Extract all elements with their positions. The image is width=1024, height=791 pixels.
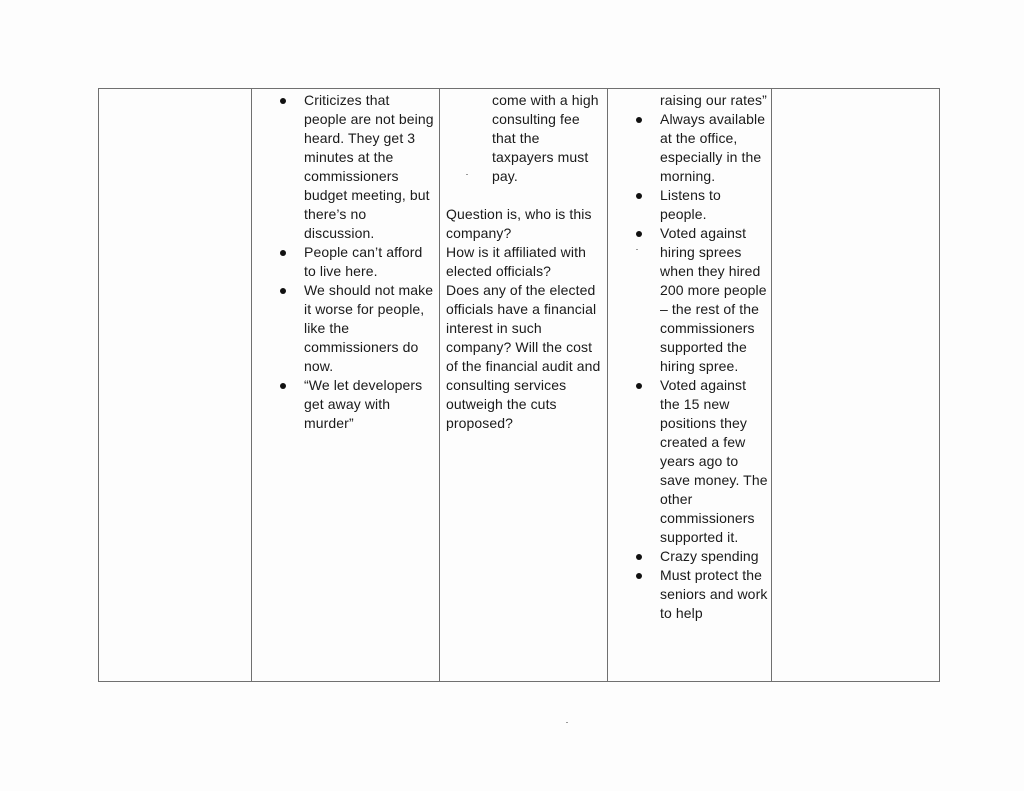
scan-speck: [466, 174, 468, 175]
list-item: People can’t afford to live here.: [304, 243, 434, 281]
list-item: “We let developers get away with murder”: [304, 376, 434, 433]
question-line: Does any of the elected officials have a financial interest in such company? Will the cost of the financial audit and consulting services outweigh the cuts proposed?: [446, 282, 601, 431]
questions-block: [446, 205, 604, 433]
list-item: Voted against hiring sprees when they hired 200 more people – the rest of the commissioners supported the hiring spree.: [660, 224, 768, 376]
scan-speck: [636, 249, 638, 250]
list-item: Criticizes that people are not being heard. They get 3 minutes at the commissioners budget meeting, but there’s no discussion.: [304, 91, 434, 243]
table-cell-1: [99, 89, 252, 682]
question-line: Question is, who is this company?: [446, 206, 592, 241]
list-item: Listens to people.: [660, 186, 768, 224]
list-item: We should not make it worse for people, like the commissioners do now.: [304, 281, 434, 376]
bullet-icon: [636, 117, 642, 123]
list-item: Voted against the 15 new positions they created a few years ago to save money. The other commissioners supported it.: [660, 376, 768, 547]
bullet-icon: [636, 383, 642, 389]
bullet-icon: [636, 573, 642, 579]
bullet-icon: [280, 383, 286, 389]
question-line: How is it affiliated with elected officials?: [446, 244, 586, 279]
bullet-icon: [636, 231, 642, 237]
bullet-list: [304, 91, 434, 433]
bullet-icon: [280, 98, 286, 104]
table-cell-5: [772, 89, 940, 682]
bullet-icon: [636, 193, 642, 199]
bullet-icon: [280, 250, 286, 256]
list-item: Always available at the office, especially in the morning.: [660, 110, 768, 186]
continued-bullet-text: come with a high consulting fee that the taxpayers must pay.: [492, 92, 599, 184]
list-item: Crazy spending: [660, 547, 768, 566]
bullet-icon: [636, 554, 642, 560]
table-row: [99, 89, 940, 682]
document-table: [98, 88, 940, 682]
bullet-icon: [280, 288, 286, 294]
table-cell-4: [608, 89, 772, 682]
table-cell-2: [252, 89, 440, 682]
scan-speck: [566, 722, 568, 723]
bullet-list: [660, 110, 768, 623]
table-cell-3: [440, 89, 608, 682]
continued-bullet-text: raising our rates”: [660, 92, 767, 108]
list-item: Must protect the seniors and work to help: [660, 566, 768, 623]
